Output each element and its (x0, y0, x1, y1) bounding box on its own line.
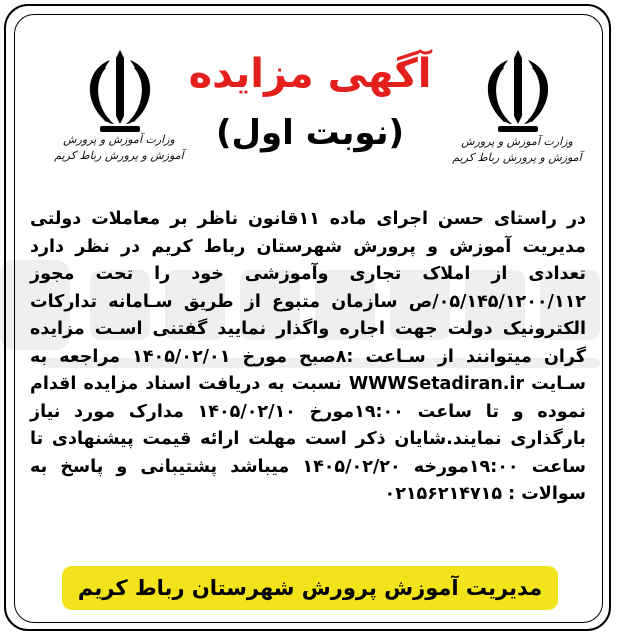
iran-emblem-icon (70, 46, 170, 136)
ministry-caption-left (44, 132, 194, 164)
ad-title: آگهی مزایده (188, 51, 432, 97)
iran-emblem-icon (468, 46, 568, 136)
ministry-line2-right: آموزش و پرورش رباط کریم (452, 151, 582, 164)
ministry-line1-left: وزارت آموزش و پرورش (63, 133, 175, 146)
ad-footer-banner: مدیریت آموزش پرورش شهرستان رباط کریم (62, 566, 558, 610)
ministry-caption-right (442, 134, 592, 166)
ministry-line1-right: وزارت آموزش و پرورش (461, 135, 573, 148)
ministry-line2-left: آموزش و پرورش رباط کریم (54, 149, 184, 162)
ad-body-text: در راستای حسن اجرای ماده ۱۱قانون ناظر بر معاملات دولتی مدیریت آموزش و پرورش شهرستان رباط کریم در نظر دارد تعدادی از املاک تجاری وآموزشی خود را تحت مجوز ۰۵/۱۴۵/۱۲۰۰/۱۱۲/ص سازمان متبوع از طریق سـامانه تدارکات الکترونیک دولت جهت اجاره واگذار نمایید گفتنی اسـت مزایده گران میتوانند از سـاعت :۸صبح مورخ ۱۴۰۵/۰۲/۰۱ مراجعه به سـایت WWWSetadiran.ir نسبت به دریافت اسناد مزایده اقدام نموده و تا ساعت ۱۹:۰۰مورخ ۱۴۰۵/۰۲/۱۰ مدارک مورد نیاز بارگذاری نمایند.شایان ذکر است مهلت ارائه قیمت پیشنهادی تا ساعت ۱۹:۰۰مورخه ۱۴۰۵/۰۲/۲۰ میباشد پشتیبانی و پاسخ به سوالات : ۰۲۱۵۶۲۱۴۷۱۵ (30, 209, 587, 504)
ad-subtitle: (نوبت اول) (215, 113, 405, 153)
